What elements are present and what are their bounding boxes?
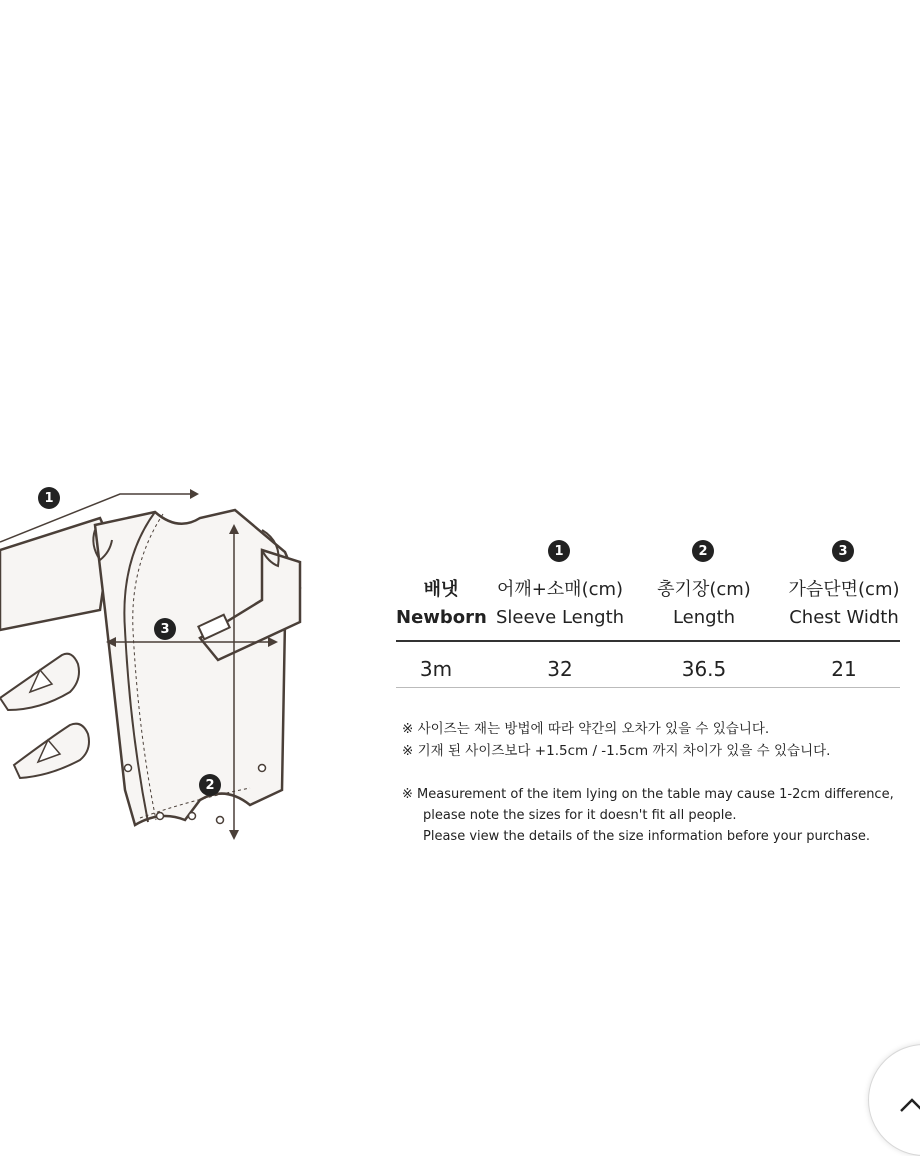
note-en-2: please note the sizes for it doesn't fit all people. bbox=[423, 808, 737, 823]
marker-1: 1 bbox=[548, 540, 570, 562]
table-bottom-divider bbox=[396, 687, 900, 688]
note-en-3: Please view the details of the size information before your purchase. bbox=[423, 829, 871, 844]
cell-length: 36.5 bbox=[681, 657, 727, 681]
illus-marker-1: 1 bbox=[38, 487, 60, 509]
table-marker-row bbox=[396, 536, 920, 570]
marker-3: 3 bbox=[832, 540, 854, 562]
illus-marker-2: 2 bbox=[199, 774, 221, 796]
illus-marker-3: 3 bbox=[154, 618, 176, 640]
header-size-en: Newborn bbox=[396, 607, 487, 628]
header-chest bbox=[776, 576, 912, 632]
header-size bbox=[396, 576, 486, 632]
table-header bbox=[396, 576, 920, 636]
garment-illustration bbox=[0, 470, 310, 860]
header-length-en: Length bbox=[672, 607, 736, 628]
header-sleeve-en: Sleeve Length bbox=[495, 607, 625, 628]
size-notes bbox=[402, 718, 920, 847]
cell-sleeve: 32 bbox=[547, 657, 573, 681]
header-chest-ko: 가슴단면(cm) bbox=[788, 579, 900, 600]
cell-size: 3m bbox=[419, 657, 453, 681]
header-length-ko: 총기장(cm) bbox=[657, 579, 751, 600]
table-header-divider bbox=[396, 640, 900, 642]
note-ko-2: ※ 기재 된 사이즈보다 +1.5cm / -1.5cm 까지 차이가 있을 수 있습니다. bbox=[402, 743, 831, 759]
header-chest-en: Chest Width bbox=[789, 607, 899, 628]
header-size-ko: 배냇 bbox=[423, 579, 459, 600]
note-en-1: ※ Measurement of the item lying on the table may cause 1-2cm difference, bbox=[402, 787, 894, 802]
table-row bbox=[396, 652, 920, 686]
header-sleeve bbox=[490, 576, 630, 632]
scroll-top-button[interactable] bbox=[868, 1044, 920, 1156]
cell-chest: 21 bbox=[831, 657, 857, 681]
marker-2: 2 bbox=[692, 540, 714, 562]
header-length bbox=[638, 576, 770, 632]
chevron-up-icon bbox=[899, 1097, 920, 1113]
note-ko-1: ※ 사이즈는 재는 방법에 따라 약간의 오차가 있을 수 있습니다. bbox=[402, 721, 770, 737]
header-sleeve-ko: 어깨+소매(cm) bbox=[496, 579, 624, 600]
